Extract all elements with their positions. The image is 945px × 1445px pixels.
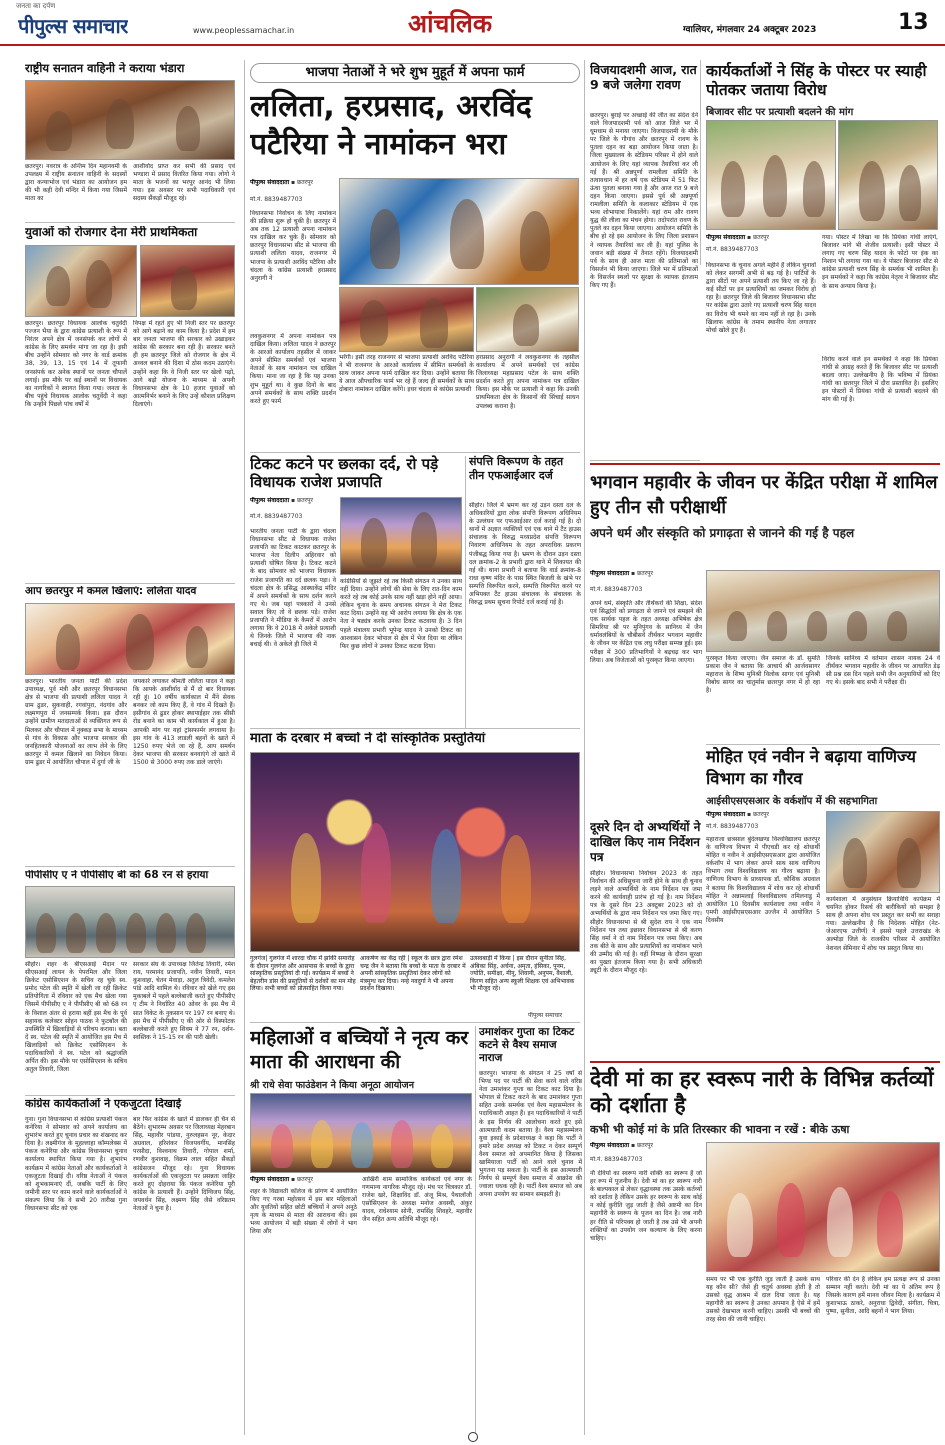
- story-title-congress: कांग्रेस कार्यकर्ताओं ने एकजुटता दिखाई: [25, 1098, 182, 1110]
- story-text: छतरपुर। भाजपा के संगठन ने 25 वर्षों से भिण्ड पद पर पार्टी की सेवा करने वाले वरिष्ठ नेता उमाशंकर गुप्ता का टिकट काट दिया है। भोपाल से टिकट कटने के बाद उमाशंकर गुप्ता सहित उनके समर्थक एवं वैश्य महासम्मेलन के पदाधिकारी आहत हैं। इन पदाधिकारियों ने पार्टी के इस निर्णय की आलोचना करते हुए इसे आत्मघाती कदम बताया है। वैश्य महासम्मेलन युवा इकाई के प्रदेशाध्यक्ष ने कहा कि पार्टी ने हमारे प्रदेश अध्यक्ष को टिकट न देकर सम्पूर्ण वैश्य समाज को अपमानित किया है जिसका खामियाजा पार्टी को आने वाले चुनाव में भुगतना पड़ सकता है। पार्टी के इस आत्मघाती निर्णय से सम्पूर्ण वैश्य समाज में आक्रोश की ज्वाला धधक रही है। पार्टी वैश्य समाज को अब अपना उपयोग का सामान समझती है।: [479, 1070, 582, 1199]
- story-text: गुना। गुना विधानसभा से कांग्रेस प्रत्याशी पंकज कनेरिया ने सोमवार को अपने कार्यालय का शुभारंभ करते हुए चुनाव प्रचार का शंखनाद कर दिया है। लक्ष्मीगंज के मुहल्लाहा कॉम्पलेक्स में पंकज कनेरिया और कांग्रेस विधानसभा चुनाव कार्यालय स्थापित किया गया है। शुभारंभ कार्यक्रम में कांग्रेस नेताओं और कार्यकर्ताओं ने एकजुटता दिखाई दी। वरिष्ठ नेताओं ने पंकज को शुभकामनाएं दीं, जबकि पार्टी के लिए जमीनी स्तर पर काम करने वाले कार्यकर्ताओं ने संकल्प लिया कि वे सभी 20 तारीख गुना विधानसभा सीट को एक: [25, 1116, 127, 1213]
- garba-photo: [250, 1093, 472, 1173]
- page-number: 13: [898, 10, 929, 35]
- cultural-dance-photo: [250, 752, 580, 952]
- story-text: विपक्ष में रहते हुए भी निजी स्तर पर छतरपुर को आगे बढ़ाने का काम किया है। प्रदेश में हम बार जनता भाजपा की सरकार को उखाड़कर कांग्रेस की सरकार बना रही है। सरकार बनते ही हम छतरपुर जिले को रोजगार के क्षेत्र में अव्वल बनाने की दिशा में ठोस कदम उठाएंगे। उन्होंने कहा कि वे निजी स्तर पर खेलो पढ़ो, आगे बढ़ो योजना के माध्यम से अपनी विधानसभा क्षेत्र के 10 हजार युवाओं को आत्मनिर्भर बनाने के लिए उन्हें कौशल प्रशिक्षण दिलाएंगे।: [133, 320, 235, 408]
- story-text: पुरस्कृत किया जाएगा। जैन समाज के डॉ. सुमति प्रकाश जैन ने बताया कि आचार्य श्री आर्जवसागर महाराज के शिष्य मुनिश्री विलोक सागर एवं मुनिश्री विबोध सागर का चातुर्मास छतरपुर नगर में हो रहा है।: [706, 655, 820, 695]
- nomination-photo-3: [476, 287, 579, 352]
- story-subtitle: आईसीएसएसआर के वर्कशॉप में की सहभागिता: [706, 796, 878, 807]
- masthead-tagline: जनता का दर्पण: [16, 2, 56, 10]
- mla-rajesh-photo: [340, 497, 462, 575]
- photo-caption: उत्सवबाड़ी में किया | इस दौरान सुनीता सिंह, अंबिका सिंह, अर्चना, अमृता, हंसिका, पूनम, ज्योति, समीक्षा, मीनू, शिवानी, अनुपम, वैशाली, किरण सहित अन्य स्कूली शिक्षक एवं अभिभावक भी मौजूद रहे।: [470, 955, 575, 993]
- story-text: जिनके सानिध्य में वर्तमान शासन नायक 24 वें तीर्थंकर भगवान महावीर के जीवन पर आधारित डेढ़ सौ प्रश्न दस दिन पहले सभी जैन अनुयायियों को दिए गए थे। इसके बाद सभी ने परीक्षा दी।: [826, 655, 940, 687]
- story-text: शहर के विद्यावती कॉलेज के प्रांगण में आयोजित किए गए गरबा महोत्सव में इस बार महिलाओं और युवतियों सहित छोटी बच्चियों ने अपने अनूठे नृत्य के माध्यम से माता की आराधना की। इस भव्य आयोजन में बड़ी संख्या में लोगों ने भाग लिया और: [250, 1188, 357, 1236]
- story-text: समय पर भी एक कुरीति जुड़ जाती है उसके साथ यह कौन सी? जैसे ही चतुर्थ अवस्था होती है तो उसको वृद्ध आश्रम में दाल दिया जाता है। यह महागौरी का स्वरूप है उनका अपमान है ऐसे में हमें उसको देखभाल करनी चाहिए। उसकी भी बच्चों की तरह सेवा की जानी चाहिए।: [706, 1276, 820, 1324]
- story-text: अपने धर्म, संस्कृति और तीर्थंकरों की शिक्षा, संदेश एवं सिद्धांतों को प्रगाढ़ता से जानने एवं समझने की एक सार्थक पहल के तहत अध्यक्ष अभिषेक क्षेत्र सिमरिया श्री पर मुनिपुंगव के सानिध्य में जैन धर्मावलंबियों के चौबीसवें तीर्थंकर भगवान महावीर के जीवन पर केंद्रित एक लघु परीक्षा सम्पन्न हुई। इस परीक्षा में 300 प्रतिभागियों ने बढ़चढ़ कर भाग लिया। अब विजेताओं को पुरस्कृत किया जाएगा।: [590, 600, 702, 664]
- lead-mobile: मो.नं. 8839487703: [250, 196, 303, 203]
- story-text: परिवार की देन है लेकिन हम प्रत्यक्ष रूप से उनका सम्मान नहीं करते। देवी मां का ये अंतिम रूप है जिसके कारण हमें मानव जीवन मिला है। कार्यक्रम में कुशाभाऊ ठाकरे, अनुराधा द्विवेदी, संगीता, चित्रा, पुष्पा, सुनीता, आदि बहनों ने भाग लिया।: [826, 1276, 940, 1316]
- story-byline: पीपुल्स संवाददाता ▪ छतरपुर: [250, 1176, 313, 1183]
- story-subtitle: कभी भी कोई मां के प्रति तिरस्कार की भावना न रखें : बीके ऊषा: [590, 1123, 850, 1136]
- story-text: नौ देवियों का स्वरूप नारी शक्ति का स्वरूप है जो हर रूप में पूजनीय है। देवी मां का हर स्वरूप नारी के बाल्यकाल से लेकर वृद्धावस्था तक उसके कर्तव्यों को दर्शाता है लेकिन उसके हर स्वरूप के साथ कोई न कोई कुरीति जुड़ जाती है जैसे अष्टमी का दिन महागौरी के स्वरूप के पूजन का दिन है। जब नारी हर रीति से परिपक्व हो जाती है तब उसे भी अपनी शक्तियों का उपयोग जन कल्याण के लिए करना चाहिए।: [590, 1170, 702, 1242]
- poster-protest-photo: [706, 120, 836, 230]
- workshop-certificate-photo: [826, 811, 940, 893]
- story-text: छतरपुर। बुराई पर अच्छाई की जीत का संदेश देने वाले विजयादशमी पर्व को आज जिले भर में धूमधाम से मनाया जाएगा। विजयादशमी के मौके पर जिले के गौगांव और छतरपुर में रावण के पुतला दहन का बड़ा आयोजन किया जाता है। जिला मुख्यालय के स्टेडियम परिसर में होने वाले आयोजन के लिए यहां व्यापक तैयारियां कर ली गई हैं। श्री अन्नपूर्णा रामलीला समिति के तत्वावधान में हर वर्ष एक स्टेडियम में 51 फिट ऊंचा पुतला बनाया गया है और आज रात 9 बजे दहन किया जाएगा। इससे पूर्व श्री अन्नपूर्णा रामलीला समिति के कलाकार स्टेडियम में एक भव्य शोभायात्रा निकालेंगे। यहां राम और रावण युद्ध की लीला का मंचन होगा। तदोपरांत रावण के पुतले का दहन किया जाएगा। आयोजन समिति के बीच हो रहे इस आयोजन के लिए जिला प्रशासन ने व्यापक तैयारियां कर ली हैं। यहां पुलिस के जवान बड़ी संख्या में तैनात रहेंगे। विजयादशमी पर्व के साथ ही आज माता की प्रतिमाओं का विसर्जन भी किया जाएगा। जिले भर में प्रतिमाओं के विसर्जन स्थलों पर सुरक्षा के व्यापक इंतजाम किए गए हैं।: [590, 112, 698, 289]
- story-title-vaishya: उमाशंकर गुप्ता का टिकट कटने से वैश्य समाज नाराज: [479, 1026, 575, 1064]
- story-byline: पीपुल्स संवाददाता ▪ छतरपुर: [590, 570, 653, 577]
- story-title-rojgar: युवाओं को रोजगार देना मेरी प्राथमिकता: [25, 226, 198, 239]
- byline-name: पीपुल्स संवाददाता: [250, 179, 290, 186]
- story-text: आखिरी शाम सामाजिक कार्यकर्ता एवं नगर के गणमान्य नागरिक मौजूद रहे। मंच पर चित्रकार डॉ. राजेश खरे, शिक्षाविद डॉ. अंजू मिश्र, पैथालॉजी एसोसिएशन के अध्यक्ष मनोज अवस्थी, अंकुर यादव, राधेश्याम सोनी, रामसिंह शिवहरे, महावीर जैन सहित अन्य अतिथि मौजूद रहे।: [362, 1176, 472, 1224]
- story-byline: पीपुल्स संवाददाता ▪ छतरपुर: [590, 1142, 653, 1149]
- story-text: कार्यशाला में अनुसंधान क्रियाविधि कार्यक्रम में चयनित होकर रिसर्च की बारीकियों को समझा है साथ ही अपना शोध पत्र प्रस्तुत कर सभी का सराहा गया। उल्लेखनीय है कि निदेशक मोहित (नेट-जेआरएफ उत्तीर्ण) ने इससे पहले उत्तराखंड के अल्मोड़ा जिले के राजकीय परिसर में आयोजित नेशनल सेमिनार में शोध पत्र प्रस्तुत किया था।: [826, 896, 940, 952]
- story-title-sampatti: संपत्ति विरूपण के तहत तीन एफआईआर दर्ज: [469, 455, 564, 482]
- dateline: ग्वालियर, मंगलवार 24 अक्टूबर 2023: [683, 25, 817, 35]
- byline-place: छतरपुर: [297, 179, 313, 186]
- story-byline: पीपुल्स संवाददाता ▪ छतरपुर: [250, 497, 313, 504]
- story-mobile: मो.नं. 8839487703: [706, 246, 759, 253]
- story-byline: पीपुल्स संवाददाता ▪ छतरपुर: [706, 234, 769, 241]
- story-text: विरोध करने वाले इन समर्थकों ने कहा कि प्रियंका गांधी से आग्रह करते हैं कि बिजावर सीट पर प्रत्याशी बदला जाए। उल्लेखनीय है कि भविष्य में प्रियंका गांधी का छतरपुर जिले में दौरा प्रस्तावित है। इसलिए इन पोस्टरों में प्रियंका गांधी से प्रत्याशी बदलने की मांग की गई है।: [822, 356, 938, 404]
- lead-text: हरप्रसाद अनुरागी ने लवकुशनगर के तहसील कार्यालय में अपने समर्थकों एवं कांग्रेस जिलाध्यक्ष महाप्रसाद पटेल के साथ शक्ति प्रदर्शन करते हुए अपना नामांकन पत्र दाखिल किया। इस मौके पर प्रत्याशी ने कहा कि उनकी प्राथमिकता क्षेत्र के किसानों की सिंचाई साधन उपलब्ध कराना है।: [476, 354, 579, 410]
- poster-protest-photo-2: [838, 120, 938, 230]
- lead-text: लवकुशनगर में अपना नामांकन पत्र दाखिल किया। ललिता यादव ने छतरपुर के आरओ कार्यालय तहसील में जाकर अपने सीमित समर्थकों एवं भाजपा नेताओं के साथ नामांकन पत्र दाखिल किया। माना जा रहा है कि यह उनका शुभ मुहूर्त था। वे कुछ दिनों के बाद अपने समर्थकों के साथ शक्ति प्रदर्शन करते हुए फार्म: [250, 333, 336, 405]
- story-title-poster: कार्यकर्ताओं ने सिंह के पोस्टर पर स्याही पोतकर जताया विरोध: [706, 62, 927, 99]
- lead-text: विधानसभा निर्वाचन के लिए नामांकन की प्रक्रिया शुरू हो चुकी है। छतरपुर में अब तक 12 प्रत्याशी अपना नामांकन पत्र दाखिल कर चुके हैं। सोमवार को छतरपुर विधानसभा सीट से भाजपा की प्रत्याशी ललिता यादव, राजनगर में भाजपा के प्रत्याशी अरविंद पटैरिया और चंदला के कांग्रेस प्रत्याशी हरप्रसाद अनुरागी ने: [250, 210, 336, 282]
- exam-hall-photo: [706, 570, 940, 652]
- story-text: छतरपुर। नवरात्र के अन्तिम दिन महानवमी के उपलक्ष्य में राष्ट्रीय सनातन वाहिनी के सदस्यों द्वारा कन्याभोज एवं भंडारा का आयोजन हम की भी कही देवी मन्दिर में किया गया जिसमें माता का: [25, 163, 127, 203]
- story-title-sanatan: राष्ट्रीय सनातन वाहिनी ने कराया भंडारा: [25, 62, 185, 75]
- story-title-cricket: पीपीसीए ए ने पीपीसीए बी को 68 रन से हराया: [25, 870, 209, 881]
- story-mobile: मो.नं. 8839487703: [250, 513, 303, 520]
- story-text: भारतीय जनता पार्टी के द्वारा चंदला विधानसभा सीट से विधायक राजेश प्रजापति का टिकट काटकर छतरपुर के भाजपा नेता दिलीप अहिरवार को प्रत्याशी घोषित किया है। टिकट कटने के बाद सोमवार को भाजपा विधायक राजेश प्रजापति का दर्द छलक पड़ा। वे चंदला क्षेत्र के प्रसिद्ध आस्थाकेंद्र मंदिर में अपने समर्थकों के साथ दर्शन करने गए थे। जब यहां पत्रकारों ने उनसे सवाल किए तो वे छलक पड़े। राजेश प्रजापति ने मीडिया के कैमरों में आरोप लगाया कि वे 2018 में अकेले प्रत्याशी थे जिनके जिले में भाजपा की नाक बचाई थी। वे अकेले ही जिले में: [250, 528, 336, 649]
- story-subtitle: बिजावर सीट पर प्रत्याशी बदलने की मांग: [706, 107, 854, 118]
- section-title: आंचलिक: [408, 9, 493, 38]
- story-text: विधानसभा के चुनाव अगले महीने हैं लेकिन चुनावों को लेकर सरगर्मी अभी से बढ़ गई है। पार्टियों के द्वारा सीटों पर अपने प्रत्याशी तय किए जा रहे हैं। कई सीटों पर इन प्रत्याशियों का जमकर विरोध हो रहा है। छतरपुर जिले की बिजावर विधानसभा सीट पर कांग्रेस द्वारा उतारे गए प्रत्याशी चरण सिंह यादव का विरोध भी थमने का नाम नहीं ले रहा है। उनके खिलाफ कांग्रेस के तमाम स्थानीय नेता लगातार मोर्चा खोले हुए हैं।: [706, 262, 816, 334]
- story-text: आशीर्वाद प्राप्त कर सभी की प्रसाद एवं भण्डारा में प्रसाद वितरित किया गया। लोगो ने माता के भजनों का भरपूर आनंद भी लिया गया। इस अवसर पर सभी पदाधिकारी एवं सदस्य सैंकड़ों मौजूद रहे।: [133, 163, 235, 203]
- story-mobile: मो.नं. 8839487703: [590, 1156, 643, 1163]
- newspaper-logo: पीपुल्स समाचार: [18, 14, 128, 38]
- story-byline: पीपुल्स संवाददाता ▪ छतरपुर: [706, 811, 769, 818]
- story-subtitle: अपने धर्म और संस्कृति को प्रगाढ़ता से जानने की गई है पहल: [590, 526, 855, 540]
- story-text: जयकारे लगाकर श्रीमती ललिता यादव ने कहा कि आपके आशीर्वाद से मैं दो बार विधायक रही हूं। 10 वर्षीय कार्यकाल में मैंने सेवक बनकर जो काम किए हैं, वे गांव में दिखते हैं। इसीगांव से ढुडर होकर स्थापाईहार तक सीसी रोड बनाने का काम भी कार्यकाल में हुआ है। आपकी मांग पर यहां ट्रांसफार्मर लगवाया है। इस गांव के 413 लाडली बहनों के खाते में 1250 रुपए भेजे जा रहे हैं, आप समर्थन देकर भाजपा की सरकार बनवाएंगे तो खाते में 1500 से 3000 रुपए तक डाले जाएंगे।: [133, 678, 235, 766]
- story-title-mahavir: भगवान महावीर के जीवन पर केंद्रित परीक्षा में शामिल हुए तीन सौ परीक्षार्थी: [590, 472, 938, 518]
- website-url: www.peoplessamachar.in: [193, 26, 295, 35]
- lalita-yadav-photo: [25, 603, 235, 675]
- nomination-photo-2: [339, 287, 474, 352]
- brahmakumari-event-photo: [706, 1142, 940, 1272]
- story-subtitle: श्री राधे सेवा फाउंडेशन ने किया अनूठा आयोजन: [250, 1080, 415, 1091]
- story-title-devi: देवी मां का हर स्वरूप नारी के विभिन्न कर्तव्यों को दर्शाता है: [590, 1067, 934, 1117]
- story-text: गया। पोस्टर में लिखा था कि प्रियंका गांधी लाएंगे, बिजावर मांगे भी शेजीव प्रत्याशी। इसी पोस्टर में लगाए गए चरण सिंह यादव के फोटो पर इंक का निशान भी लगाया गया था। ये पोस्टर बिजावर सीट से कांग्रेस प्रत्याशी चरण सिंह के समर्थक भी शामिल हैं। इन समर्थकों ने कहा कि कांग्रेस नेतृत्व ने बिजावर सीट के साथ अन्याय किया है।: [822, 234, 938, 290]
- photo-caption: आकर्षण का केंद्र रही | स्कूल के छात्र द्वारा रमेश चन्द्र जैन ने बताया कि बच्चों के माता के दरबार में अपनी सांस्कृतिक प्रस्तुतियां देकर लोगों को मंत्रमुग्ध कर दिया। नन्हे नवदुर्गा ने भी अपना प्रदर्शन दिखाया।: [360, 955, 466, 993]
- story-text: सीहोर। विधानसभा निर्वाचन 2023 के तहत निर्वाचन की अधिसूचना जारी होने के साथ ही चुनाव लड़ने वाले अभ्यर्थियों के नाम निर्देशन पत्र जमा करने की कार्यवाही प्रारंभ हो गई है। नाम निर्देशन पत्र के दूसरे दिन 23 अक्टूबर 2023 को दो अभ्यर्थियों के द्वारा नाम निर्देशन पत्र जमा किए गए। सीहोर विधानसभा से श्री सुदेश राय ने एक नाम निर्देशन पत्र तथा इछावर विधानसभा से श्री करण सिंह वर्मा ने दो नाम निर्देशन पत्र जमा किए। अब तक बीते के साथ और प्रत्याशियों का नामांकन भरने की उम्मीद की गई है। वहीं निष्पक्ष के दौरान सुरक्षा का पुख्ता इंतजाम किया गया है। सभी अधिकारी ड्यूटी के दौरान मौजूद रहे।: [590, 870, 702, 975]
- lead-kicker: भाजपा नेताओं ने भरे शुभ मुहूर्त में अपना फार्म: [250, 63, 580, 83]
- story-title-kamal: आप छतरपुर में कमल खिलाएं: ललिता यादव: [25, 586, 197, 597]
- lead-byline: पीपुल्स संवाददाता ▪ छतरपुर: [250, 179, 313, 186]
- cricket-team-photo: [25, 886, 235, 958]
- story-text: महाराजा छत्रसाल बुंदेलखण्ड विश्वविद्यालय छतरपुर के वाणिज्य विभाग में पीएचडी कर रहे शोधार्थी मोहित व नवीन ने आईसीएसएसआर द्वारा आयोजित वर्कशॉप में भाग लेकर अपने साथ साथ वाणिज्य विभाग तथा विश्वविद्यालय का गौरव बढ़ाया है। वाणिज्य विभाग के प्राध्यापक डॉ. कौशिक अग्रवाल ने बताया कि विश्वविद्यालय में शोध कर रहे शोधार्थी मोहित ने अन्नामलाई विश्वविद्यालय तमिलनाडु में आयोजित 10 दिवसीय कार्यशाला तथा नवीन ने एमपी आईसीएसएसआर उज्जैन में आयोजित 5 दिवसीय: [706, 836, 820, 924]
- story-title-mohit: मोहित एवं नवीन ने बढ़ाया वाणिज्य विभाग का गौरव: [706, 747, 917, 788]
- story-text: बार फिर कांग्रेस के खाते में डालकर ही चैन से बैठेंगे। शुभारम्भ अवसर पर जिलाध्यक्ष मेहरबान सिंह, महावीर पांडया, नुरुलहसन नूर, केदार अग्रवाल, हरिशंकर विजयवर्गीय, मानसिंह परसौदा, विश्वनाथ तिवारी, गोपाल शर्मा, रणवीर कुशवाह, विक्रम लाल सहित सैंकड़ों कांग्रेसजन मौजूद रहे। गुना विधायक कार्यकर्ताओं की एकजुटता पर प्रसन्नता जाहिर करते हुए दोहराया कि पंकज कनेरिया पूरी कांग्रेस के प्रत्याशी हैं। उन्होंने दिग्विजय सिंह, जयवर्धन सिंह, लक्ष्मण सिंह जैसे वरिष्ठतम नेताओं ने चुना है।: [133, 1116, 235, 1213]
- story-text: सरकार संघ के उपाध्यक्ष जितेन्द्र तिवारी, रमेश राय, परमानंद प्रजापति, नवीन तिवारी, मदन कुशवाहा, चेतन मेवाड़ा, अतुल त्रिवेदी, कमलेश पांडे आदि शामिल थे। रविवार को खेले गए इस मुकाबले में पहले बल्लेबाजी करते हुए पीपीसीए ए टीम ने निर्धारित 40 ओवर के इस मैच में सात विकेट के नुकसान पर 197 रन बनाए थे। इस मैच में पीपीसीए ए की ओर से विस्फोटक बल्लेबाजी करते हुए शिवम ने 77 रन, दर्शन-स्वस्तिक ने 15-15 रन की पारी खेली।: [133, 961, 235, 1041]
- photo-caption: गुलगंज| गुलगंज में शारदा चौक में झांकी समारोह के दौरान गुलगंज और आसपास के बच्चों के द्वारा सांस्कृतिक प्रस्तुतियां दी गईं। कार्यक्रम में बच्चों ने बेहतरीन डांस की प्रस्तुतियों से दर्शकों का मन मोह लिया। सभी बच्चों को प्रोत्साहित किया गया।: [250, 955, 356, 993]
- registration-mark: [468, 1432, 478, 1442]
- nomination-photo-main: [339, 178, 579, 285]
- story-mobile: मो.नं. 8839487703: [706, 823, 759, 830]
- story-title-rajesh: टिकट कटने पर छलका दर्द, रो पड़े विधायक राजेश प्रजापति: [250, 455, 439, 491]
- story-text: कांग्रेसियों से जूझते रहे तब किसी संगठन ने उनका साथ नहीं दिया। उन्होंने लोगों की सेवा के लिए रात-दिन काम करते रहे तब कोई उनके साथ नहीं खड़ा होने नहीं आया। लेकिन चुनाव के समय अचानक संगठन ने मेरा टिकट काट दिया। उन्होंने यह भी आरोप लगाया कि क्षेत्र के एक नेता ने षड्यंत्र करके उनका टिकट कटवाया है। 3 दिन पहले मंत्रालय प्रभारी भूपेन्द्र यादव ने उनको टिकट का आश्वासन देकर भोपाल से क्षेत्र में भेज दिया था लेकिन फिर कुछ लोगों ने उनका टिकट कटवा दिया।: [340, 578, 462, 650]
- story-title-garba: महिलाओं व बच्चियों ने नृत्य कर माता की आराधना की: [250, 1027, 469, 1073]
- lead-text: भरेंगी। इसी तरह राजनगर से भाजपा प्रत्याशी अरविंद पटैरिया ने भी राजनगर के आरओ कार्यालय में सीमित समर्थकों के साथ जाकर अपना फार्म दाखिल कर दिया। उन्होंने बताया कि ये आज औपचारिक फार्म भर रहे हैं जल्द ही समर्थकों के साथ दोबारा नामांकन दाखिल करेंगे। इधर चंदला से कांग्रेस प्रत्याशी: [339, 354, 474, 394]
- story-title-namankan: दूसरे दिन दो अभ्यर्थियों ने दाखिल किए नाम निर्देशन पत्र: [590, 820, 701, 864]
- story-title-sanskritik: माता के दरबार में बच्चों ने दी सांस्कृतिक प्रस्तुतियां: [250, 732, 486, 746]
- story-mobile: मो.नं. 8839487703: [590, 586, 643, 593]
- photo-source: पीपुल्स समाचार: [528, 1012, 563, 1019]
- bhandara-photo: [25, 80, 235, 160]
- story-text: सीहोर। शहर के बीएसआई मैदान पर सीएसआई लायन के पेपरमिल और जिला क्रिकेट एसोसिएशन के सचिव रह चुके स्व. प्रमोद पटेल की स्मृति में खेली जा रही क्रिकेट प्रतियोगिता में रविवार को एक मैच खेला गया जिसमें पीपीसीए ए ने पीपीसीए बी को 68 रन के विशाल अंतर से हराया बहीं इस मैच के पूर्व सहायक कलेक्टर सोहन पाठक ने फुटबॉल की उपस्थिति में खिलाड़ियों से परिचय कराया। बता दें स्व. पटेल की स्मृति में आयोजित इस मैच में खिलाड़ियों को क्रिकेट एसोसिएशन के पदाधिकारियों ने स्व. पटेल को श्रद्धांजलि अर्पित की। इस मौके पर एसोसिएशन के सचिव अतुल तिवारी, जिला: [25, 961, 127, 1074]
- story-text: सीहोर। जिले में भ्रमण कर रहे उड़न दस्ता दल के अधिकारियों द्वारा लोक संपत्ति विरूपण अधिनियम के उल्लंघन पर एफआईआर दर्ज कराई गई है। दो थानों में अज्ञात व्यक्तियों एवं एक थाने में टैंट हाउस संचालक के विरुद्ध मध्यप्रदेश संपत्ति विरूपण निवारण अधिनियम के तहत अपराधिक प्रकरण पंजीबद्ध किया गया है। भ्रमण के दौरान उड़न दस्ता दल क्रमांक-2 के प्रभारी द्वारा थाने में शिकायत की गई थी। थाना प्रभारी ने बताया कि वार्ड क्रमांक-8 राधा कृष्ण मंदिर के पास स्थित बिजली के खंभे पर सम्पत्ति विरूपित करने, सम्पत्ति विरूपित करने पर अभियक्त टैंट हाउस संचालक के संचालक के विरुद्ध प्रथम सूचना रिपोर्ट दर्ज कराई गई है।: [469, 502, 581, 607]
- story-text: छतरपुर। छतरपुर विधायक आलोक चतुर्वेदी पज्जन भैया के द्वारा कांग्रेस प्रत्याशी के रूप में निरंतर अपने क्षेत्र में जनसंपर्क कर लोगों से कांग्रेस के लिए समर्थन मांगा जा रहा है। इसी बीच उन्होंने सोमवार को नगर के वार्ड क्रमांक 38, 39, 13, 15 एवं 14 में तूफानी जनसंपर्क कर अनेक स्थानों पर जनता चौपालें लगाई। इस मौके पर कई स्थानों पर विधायक का नागरिकों ने स्वागत किया गया। जनता के बीच पहुंचे विधायक आलोक चतुर्वेदी ने कहा कि उन्होंने पिछले पांच वर्षों में: [25, 320, 127, 408]
- lead-headline: ललिता, हरप्रसाद, अरविंद पटैरिया ने नामांकन भरा: [250, 89, 532, 162]
- story-title-dussehra: विजयादशमी आज, रात 9 बजे जलेगा रावण: [590, 62, 697, 92]
- mla-campaign-photo: [25, 245, 137, 317]
- story-text: छतरपुर। भारतीय जनता पार्टी की प्रदेश उपाध्यक्ष, पूर्व मंत्री और छतरपुर विधानसभा क्षेत्र से भाजपा की प्रत्याशी ललिता यादव ने ग्राम ढुडर, सुकवाही, रगवांपुरा, नंदगांव और लक्ष्मणपुरा में जनसम्पर्क किया। इस दौरान उन्होंने ग्रामीण मतदाताओं से व्यक्तिगत रूप से मिलकर और चौपाल में नुक्कड़ सभा के माध्यम से गांव के विकास और भाजपा सरकार की जनहितकारी योजनाओं का लाभ लेने के लिए छतरपुर में कमल खिलाने का निवेदन किया। ग्राम ढुडर में आयोजित चौपाल में दुर्गा जी के: [25, 678, 127, 766]
- masthead: [0, 0, 945, 46]
- mla-campaign-photo-2: [140, 245, 235, 317]
